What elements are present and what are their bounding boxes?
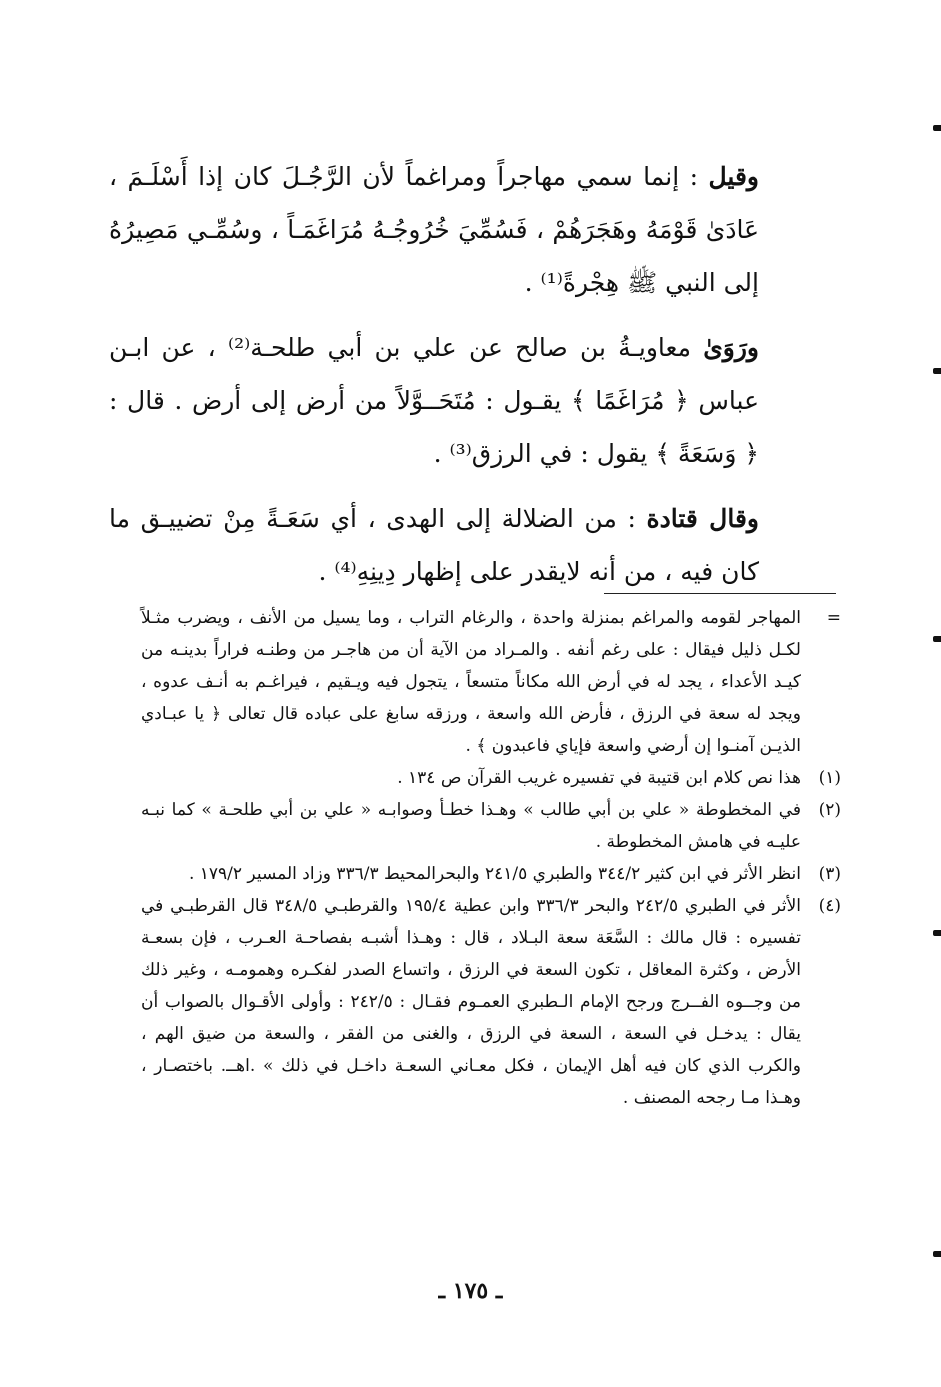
paragraph-body: معاويـةُ بن صالح عن علي بن أبي طلحـة⁽²⁾ ، عن ابـن عباس ﴿ مُرَاغَمًا ﴾ يقـول : مُتَحَــوَّلاً من أرض إلى أرض . قال : ﴿ وَسَعَةً ﴾ يقول : في الرزق⁽³⁾ . [109,333,759,468]
footnote-text: في المخطوطة « علي بن أبي طالب » وهـذا خطـأ وصوابـه « علي بن أبي طلحـة » كما نبـه عليـه في هامش المخطوطة . [141,800,801,852]
footnote-number: (٢) [818,800,841,820]
binding-marks [931,0,941,1387]
footnote-number: = [826,608,841,628]
main-text [109,150,759,610]
paragraph [109,150,759,309]
binding-mark [933,1251,941,1257]
footnote-continuation [141,602,841,762]
paragraph [109,321,759,480]
footnote-text: هذا نص كلام ابن قتيبة في تفسيره غريب القرآن ص ١٣٤ . [397,768,801,788]
binding-mark [933,636,941,642]
footnote-3 [141,858,841,890]
paragraph-lead: وقيل [708,162,759,191]
footnote-text: انظر الأثر في ابن كثير ٣٤٤/٢ والطبري ٢٤١/٥ والبحرالمحيط ٣٣٦/٣ وزاد المسير ١٧٩/٢ . [188,864,801,884]
footnote-4 [141,890,841,1114]
footnote-separator [604,593,836,594]
paragraph-lead: ورَوَىٰ [703,333,759,362]
paragraph-body: : من الضلالة إلى الهدى ، أي سَعَـةً مِنْ تضييـق ما كان فيه ، من أنه لايقدر على إظهار دِينِهِ⁽⁴⁾ . [109,504,759,586]
footnote-1 [141,762,841,794]
binding-mark [933,368,941,374]
page-number: ـ ١٧٥ ـ [438,1278,503,1304]
paragraph-body: : إنما سمي مهاجراً ومراغماً لأن الرَّجُـلَ كان إذا أَسْلَـمَ ، عَادَىٰ قَوْمَهُ وهَجَرَهُمْ ، فَسُمِّيَ خُرُوجُـهُ مُرَاغَمَـاً ، وسُمِّـي مَصِيرُهُ إلى النبي ﷺ هِجْرةً⁽¹⁾ . [109,162,759,297]
paragraph [109,492,759,598]
footnote-number: (٣) [818,864,841,884]
paragraph-lead: وقال قتادة [646,504,759,533]
footnotes [141,602,841,1114]
footnote-number: (١) [818,768,841,788]
binding-mark [933,930,941,936]
footnote-text: المهاجر لقومه والمراغم بمنزلة واحدة ، والرغام التراب ، وما يسيل من الأنف ، ويضرب مثـلاً لكـل ذليل فيقال : على رغم أنفه . والمـراد من الآية أن من هاجـر من وطنـه فراراً بدينـه من كيـد الأعداء ، يجد له في أرض الله مكاناً متسعاً ، يتجول فيه ويـقيم ، فيراغـم به أنـف عدوه ، ويجد له سعة في الرزق ، فأرض الله واسعة ، ورزقه سابغ على عباده قال تعالى ﴿ يا عبـادي الذيـن آمنـوا إن أرضي واسعة فإياي فاعبدون ﴾ . [141,608,801,756]
binding-mark [933,125,941,131]
footnote-text: الأثر في الطبري ٢٤٢/٥ والبحر ٣٣٦/٣ وابن عطية ١٩٥/٤ والقرطبـي ٣٤٨/٥ قال القرطبـي في تفسيره : قال مالك : السَّعَة سعة البـلاد ، قال : وهـذا أشبـه بفصاحـة العـرب ، فإن بسعـة الأرض ، وكثرة المعاقل ، تكون السعة في الرزق ، واتساع الصدر لفكـره وهمومـه ، وغير ذلك من وجــوه الفــرج ورجح الإمام الـطبري العمـوم فقـال : ٢٤٢/٥ : وأولى الأقـوال بالصواب أن يقال : يدخـل في السعة ، السعة في الرزق ، والغنى من الفقر ، والسعة من ضيق الهم ، والكرب الذي كان فيه أهل الإيمان ، فكل معـاني السعـة داخـل في ذلك » .اهــ. باختصـار ، وهـذا مـا رجحه المصنف . [141,896,802,1108]
footnote-2 [141,794,841,858]
footnote-number: (٤) [818,896,841,916]
